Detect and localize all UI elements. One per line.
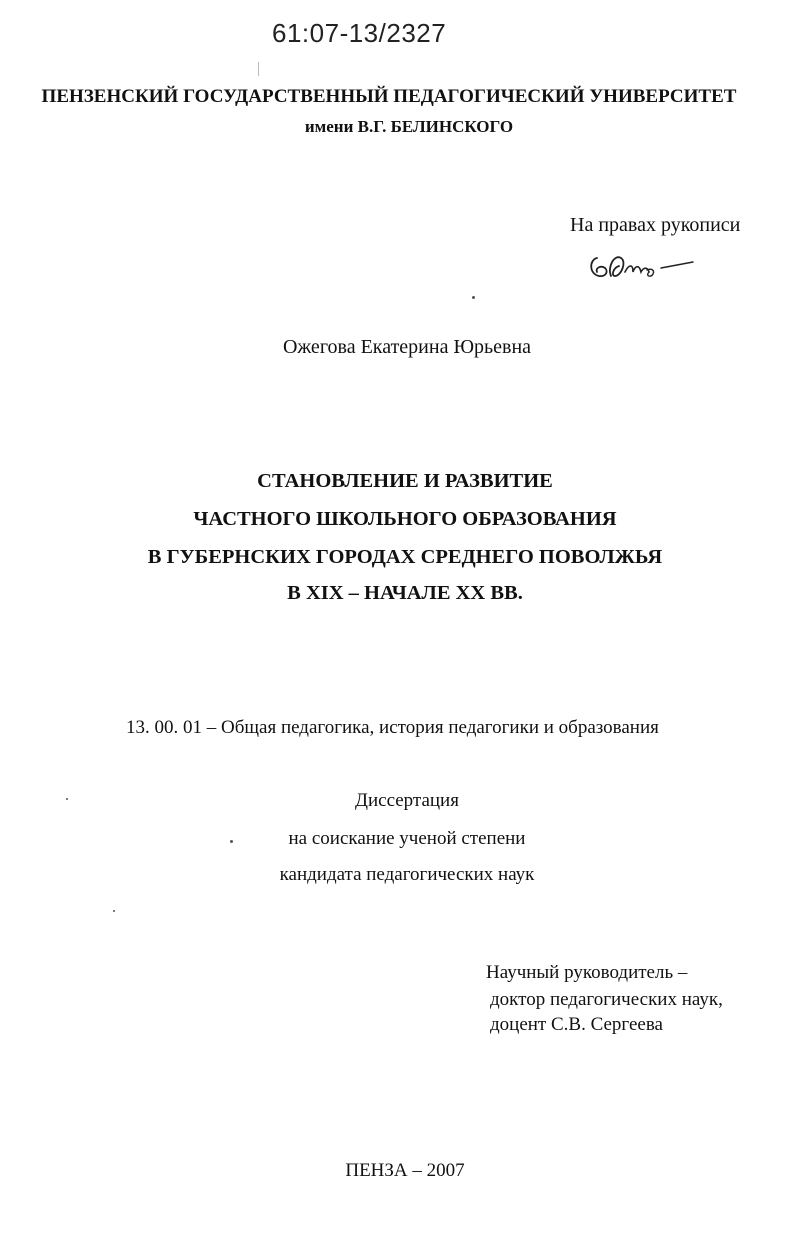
scan-speck xyxy=(113,910,115,912)
university-name: ПЕНЗЕНСКИЙ ГОСУДАРСТВЕННЫЙ ПЕДАГОГИЧЕСКИЙ УНИВЕРСИТЕТ xyxy=(41,86,737,107)
title-line-1: СТАНОВЛЕНИЕ И РАЗВИТИЕ xyxy=(257,470,553,492)
supervisor-name: доцент С.В. Сергеева xyxy=(490,1014,663,1035)
scan-speck xyxy=(472,296,475,299)
city-year: ПЕНЗА – 2007 xyxy=(345,1160,465,1181)
title-line-3: В ГУБЕРНСКИХ ГОРОДАХ СРЕДНЕГО ПОВОЛЖЬЯ xyxy=(147,546,663,568)
author-name: Ожегова Екатерина Юрьевна xyxy=(282,336,532,358)
catalog-number: 61:07-13/2327 xyxy=(272,18,447,48)
degree-name: кандидата педагогических наук xyxy=(279,864,535,885)
title-line-2: ЧАСТНОГО ШКОЛЬНОГО ОБРАЗОВАНИЯ xyxy=(193,508,617,530)
title-line-4: В XIX – НАЧАЛЕ XX ВВ. xyxy=(287,582,523,604)
degree-purpose: на соискание ученой степени xyxy=(288,828,526,849)
specialty-code: 13. 00. 01 – Общая педагогика, история педагогики и образования xyxy=(126,717,659,738)
supervisor-degree: доктор педагогических наук, xyxy=(490,989,723,1010)
handwritten-signature xyxy=(585,246,695,286)
dissertation-label: Диссертация xyxy=(355,790,459,811)
scan-artifact-mark xyxy=(258,62,259,76)
supervisor-title: Научный руководитель – xyxy=(486,962,688,983)
university-named-after: имени В.Г. БЕЛИНСКОГО xyxy=(304,117,514,136)
manuscript-rights-label: На правах рукописи xyxy=(570,214,741,236)
